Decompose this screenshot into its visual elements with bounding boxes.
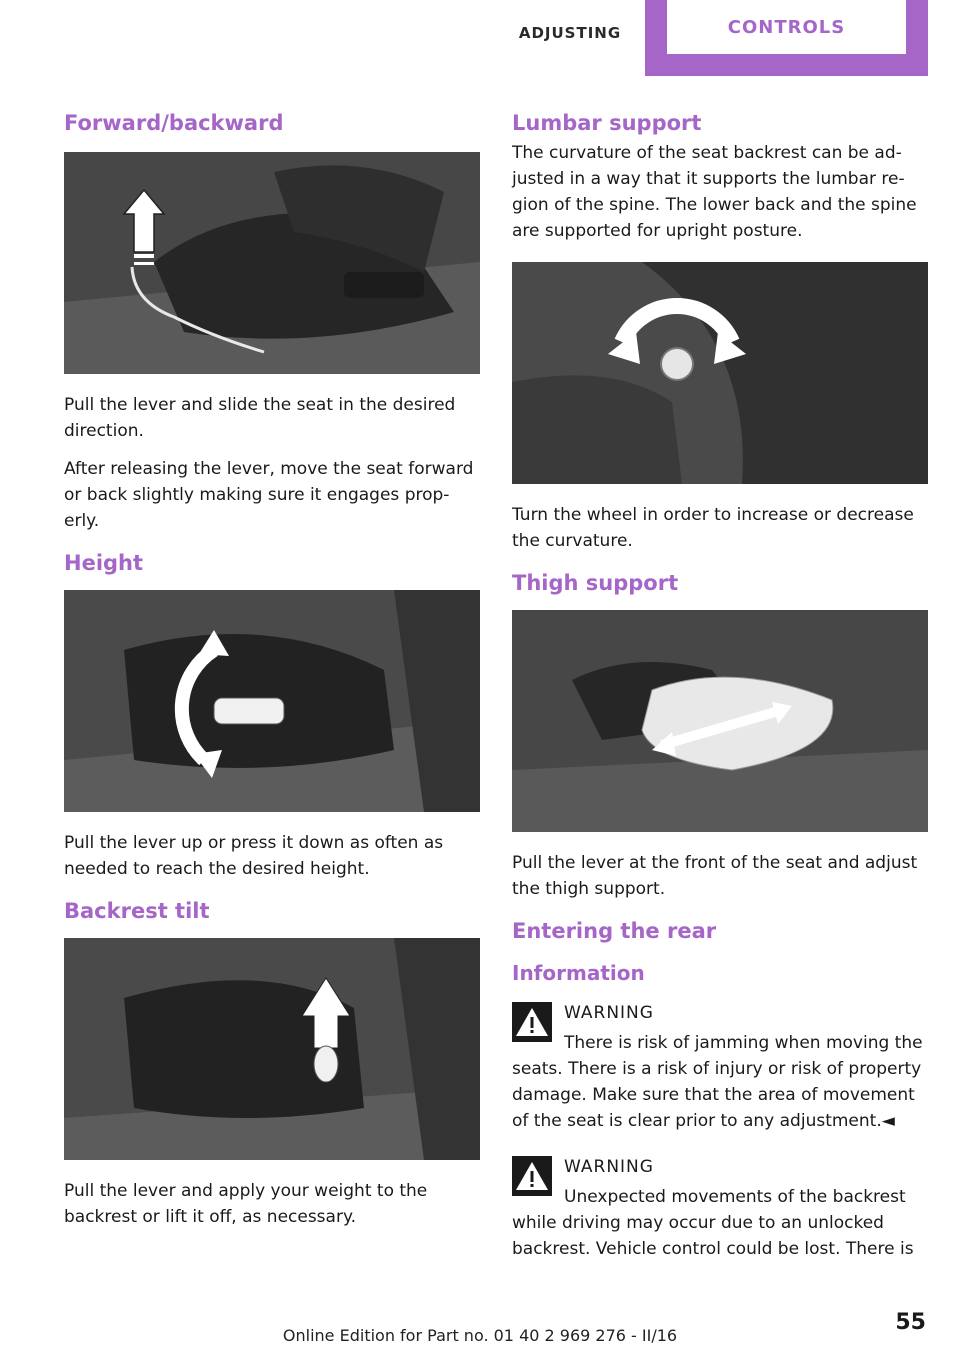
section-tab: ADJUSTING [518, 24, 622, 42]
chapter-tab-label: CONTROLS [667, 0, 906, 54]
lumbar-paragraph-2: Turn the wheel in order to increase or decrease the curvature. [512, 505, 914, 551]
figure-backrest-tilt [64, 938, 480, 1160]
warning-2-text: Unexpected movements of the backrest while driving may occur due to an unlocked backrest. Vehicle control could be lost. There is [512, 1187, 914, 1259]
heading-thigh-support: Thigh support [512, 571, 679, 595]
chapter-tab [645, 0, 928, 76]
backrest-paragraph: Pull the lever and apply your weight to the backrest or lift it off, as necessary. [64, 1181, 428, 1227]
heading-entering-rear: Entering the rear [512, 919, 717, 943]
heading-height: Height [64, 551, 144, 575]
left-column [64, 108, 480, 1242]
warning-2-title: WARNING [564, 1157, 654, 1177]
header-tabs [495, 0, 928, 76]
page-number: 55 [895, 1310, 926, 1335]
seat-backrest-illustration [64, 938, 480, 1160]
warning-1-title: WARNING [564, 1003, 654, 1023]
seat-height-illustration [64, 590, 480, 812]
height-paragraph: Pull the lever up or press it down as often as needed to reach the desired height. [64, 833, 444, 879]
figure-thigh-support [512, 610, 928, 832]
warning-block-2 [512, 1154, 928, 1262]
forward-paragraph-2: After releasing the lever, move the seat forward or back slightly making sure it engages prop-erly. [64, 459, 474, 531]
warning-block-1 [512, 1000, 928, 1134]
lumbar-wheel-illustration [512, 262, 928, 484]
heading-information: Information [512, 961, 645, 985]
heading-lumbar-support: Lumbar support [512, 111, 702, 135]
heading-backrest-tilt: Backrest tilt [64, 899, 210, 923]
right-column [512, 108, 928, 1282]
warning-1-text: There is risk of jamming when moving the seats. There is a risk of injury or risk of property damage. Make sure that the area of movement of the seat is clear prior to any adjustment.◄ [512, 1033, 923, 1131]
seat-forward-illustration [64, 152, 480, 374]
figure-lumbar-support [512, 262, 928, 484]
warning-icon [512, 1156, 552, 1196]
footer-edition: Online Edition for Part no. 01 40 2 969 276 - II/16 [282, 1326, 678, 1345]
figure-forward-backward [64, 152, 480, 374]
figure-height [64, 590, 480, 812]
thigh-support-illustration [512, 610, 928, 832]
warning-icon [512, 1002, 552, 1042]
heading-forward-backward: Forward/backward [64, 111, 284, 135]
thigh-paragraph: Pull the lever at the front of the seat and adjust the thigh support. [512, 853, 918, 899]
lumbar-paragraph-1: The curvature of the seat backrest can be ad-justed in a way that it supports the lumbar re-gion of the spine. The lower back and the spine are supported for upright posture. [512, 143, 917, 241]
forward-paragraph-1: Pull the lever and slide the seat in the desired direction. [64, 395, 456, 441]
